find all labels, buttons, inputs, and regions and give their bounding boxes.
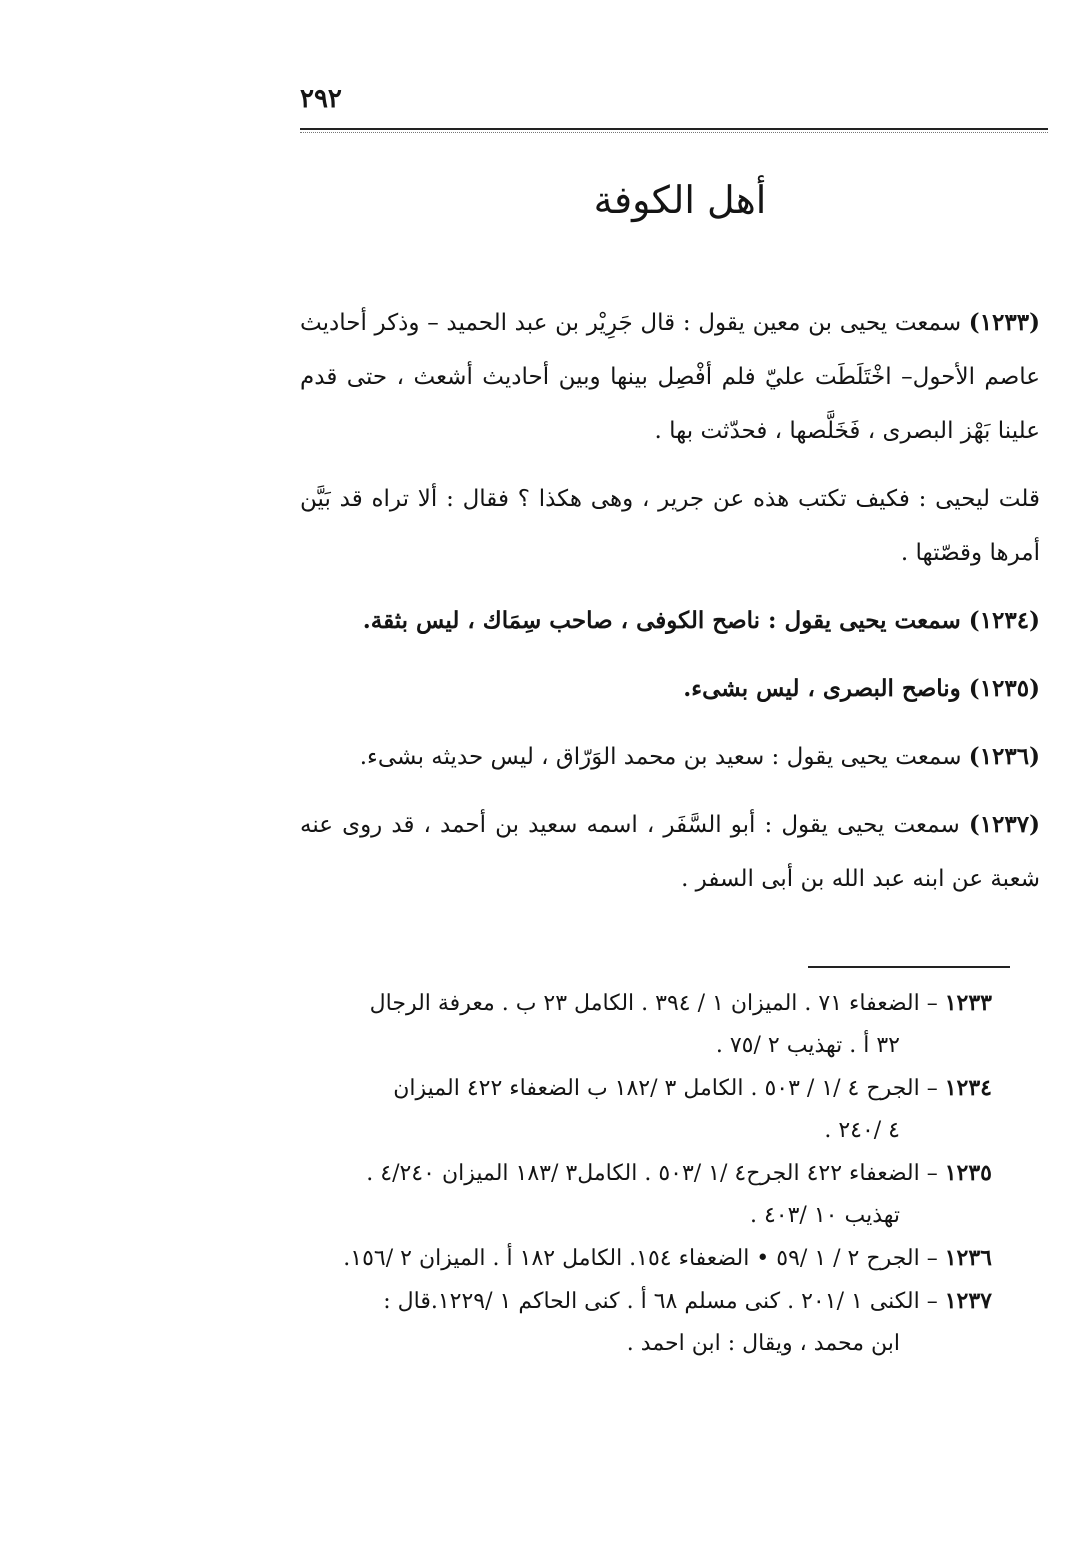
chapter-title: أهل الكوفة: [593, 178, 767, 222]
entry-text: سمعت يحيى يقول : أبو السَّفَر ، اسمه سعيد بن أحمد ، قد روى عنه شعبة عن ابنه عبد الله بن أبى السفر .: [300, 812, 1040, 892]
entry-number: (١٢٣٧): [968, 811, 1041, 838]
footnote-1233: ١٢٣٣ – الضعفاء ٧١ . الميزان ١ / ٣٩٤ . الكامل ٢٣ ب . معرفة الرجال ٣٢ أ . تهذيب ٢ /٧٥ .: [300, 982, 992, 1067]
footnote-number: ١٢٣٤: [944, 1075, 992, 1101]
footnote-text: الجرح ٢ / ١ /٥٩ • الضعفاء ١٥٤. الكامل ١٨٢ أ . الميزان ٢ /١٥٦.: [343, 1246, 920, 1271]
entry-number: (١٢٣٥): [968, 675, 1040, 702]
footnotes-section: [300, 982, 992, 1365]
footnote-1237: ١٢٣٧ – الكنى ١ /٢٠١ . كنى مسلم ٦٨ أ . كنى الحاكم ١ /١٢٢٩.قال : ابن محمد ، ويقال : ابن احمد .: [300, 1280, 992, 1365]
footnote-text-cont: تهذيب ١٠ /٤٠٣ .: [749, 1203, 900, 1228]
entry-number: (١٢٣٦): [968, 743, 1040, 770]
entry-1233: [300, 296, 1040, 458]
footnote-number: ١٢٣٧: [944, 1288, 992, 1314]
footnote-text: الجرح ٤ /١ / ٥٠٣ . الكامل ٣ /١٨٢ ب الضعفاء ٤٢٢ الميزان: [393, 1076, 920, 1101]
header-rule-dotted: [300, 132, 1048, 133]
entry-text: وناصح البصرى ، ليس بشىء.: [683, 675, 961, 702]
footnote-1235: ١٢٣٥ – الضعفاء ٤٢٢ الجرح٤ /١ /٥٠٣ . الكامل٣ /١٨٣ الميزان ٤/٢٤٠ . تهذيب ١٠ /٤٠٣ .: [300, 1152, 992, 1237]
footnote-text: الضعفاء ٧١ . الميزان ١ / ٣٩٤ . الكامل ٢٣ ب . معرفة الرجال: [369, 991, 920, 1016]
entry-1237: [300, 798, 1040, 906]
entry-text: سمعت يحيى يقول : سعيد بن محمد الوَرّاق ، ليس حديثه بشىء.: [359, 744, 962, 770]
footnote-text: الكنى ١ /٢٠١ . كنى مسلم ٦٨ أ . كنى الحاكم ١ /١٢٢٩.قال :: [383, 1289, 920, 1314]
footnote-rule: [808, 966, 1010, 968]
footnote-number: ١٢٣٣: [944, 990, 992, 1016]
page-number: ٢٩٢: [300, 84, 342, 114]
entry-text: قلت ليحيى : فكيف تكتب هذه عن جرير ، وهى هكذا ؟ فقال : ألا تراه قد بَيَّن أمرها وقصّتها .: [300, 486, 1040, 566]
entry-1235: [300, 662, 1040, 716]
footnote-1236: ١٢٣٦ – الجرح ٢ / ١ /٥٩ • الضعفاء ١٥٤. الكامل ١٨٢ أ . الميزان ٢ /١٥٦.: [343, 1245, 992, 1271]
entry-number: (١٢٣٤): [968, 607, 1040, 634]
entry-text: سمعت يحيى بن معين يقول : قال جَرِيْر بن عبد الحميد – وذكر أحاديث عاصم الأحول– اخْتَلَطَت عليّ فلم أفْصِل بينها وبين أحاديث أشعث ، حتى قدم علينا بَهْز البصرى ، فَخَلَّصها ، فحدّثت بها .: [300, 310, 1040, 444]
footnote-text-cont: ابن محمد ، ويقال : ابن احمد .: [626, 1331, 900, 1356]
entry-number: (١٢٣٣): [968, 309, 1040, 336]
footnote-text-cont: ٣٢ أ . تهذيب ٢ /٧٥ .: [715, 1033, 900, 1058]
footnote-number: ١٢٣٥: [944, 1160, 992, 1186]
entry-1234: [300, 594, 1040, 648]
footnote-text-cont: ٤ /٢٤٠ .: [824, 1118, 900, 1143]
footnote-1234: ١٢٣٤ – الجرح ٤ /١ / ٥٠٣ . الكامل ٣ /١٨٢ ب الضعفاء ٤٢٢ الميزان ٤ /٢٤٠ .: [300, 1067, 992, 1152]
entry-1236: [300, 730, 1040, 784]
entry-text: سمعت يحيى يقول : ناصح الكوفى ، صاحب سِمَاك ، ليس بثقة.: [362, 607, 961, 634]
entry-1233-note: [300, 472, 1040, 580]
header-rule: [300, 128, 1048, 130]
footnote-text: الضعفاء ٤٢٢ الجرح٤ /١ /٥٠٣ . الكامل٣ /١٨٣ الميزان ٤/٢٤٠ .: [366, 1161, 920, 1186]
footnote-number: ١٢٣٦: [944, 1245, 992, 1271]
entries-section: [300, 296, 1040, 920]
